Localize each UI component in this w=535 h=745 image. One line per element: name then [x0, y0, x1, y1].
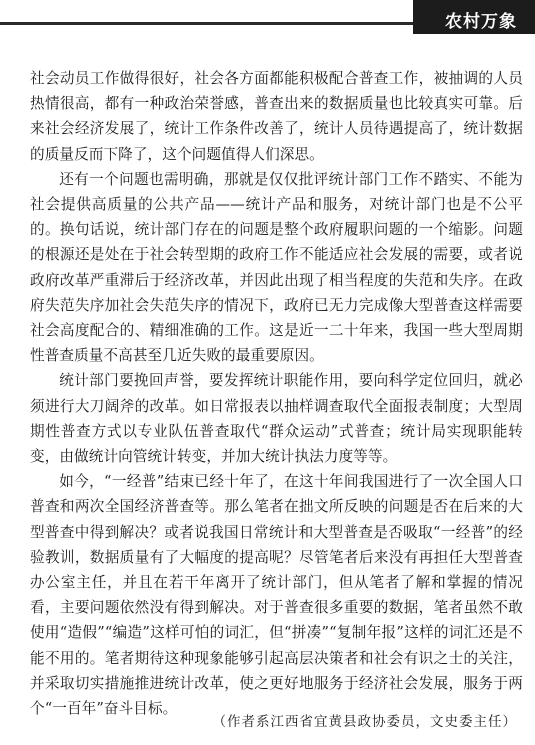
article-body — [30, 66, 523, 721]
section-title: 农村万象 — [445, 12, 517, 32]
section-header-tab — [413, 0, 535, 34]
author-byline: （作者系江西省宜黄县政协委员，文史委主任） — [212, 714, 517, 730]
article-paragraph: 社会动员工作做得很好，社会各方面都能积极配合普查工作，被抽调的人员热情很高，都有一种政治荣誉感，普查出来的数据质量也比较真实可靠。后来社会经济发展了，统计工作条件改善了，统计人员待遇提高了，统计数据的质量反而下降了，这个问题值得人们深思。 — [30, 70, 523, 163]
article-paragraph: 还有一个问题也需明确，那就是仅仅批评统计部门工作不踏实、不能为社会提供高质量的公共产品——统计产品和服务，对统计部门也是不公平的。换句话说，统计部门存在的问题是整个政府履职问题的一个缩影。问题的根源还是处在于社会转型期的政府工作不能适应社会发展的需要，或者说政府改革严重滞后于经济改革，并因此出现了相当程度的失范和失序。在政府失范失序加社会失范失序的情况下，政府已无力完成像大型普查这样需要社会高度配合的、精细准确的工作。这是近一二十年来，我国一些大型周期性普查质量不高甚至几近失败的最重要原因。 — [30, 170, 523, 365]
article-paragraph: 统计部门要挽回声誉，要发挥统计职能作用，要向科学定位回归，就必须进行大刀阔斧的改革。如日常报表以抽样调查取代全面报表制度；大型周期性普查方式以专业队伍普查取代“群众运动”式普查；统计局实现职能转变，由做统计向管统计转变，并加大统计执法力度等等。 — [30, 372, 523, 466]
article-paragraph: 如今，“一经普”结束已经十年了，在这十年间我国进行了一次全国人口普查和两次全国经济普查等。那么笔者在拙文所反映的问题是否在后来的大型普查中得到解决？或者说我国日常统计和大型普查是否吸取“一经普”的经验教训，数据质量有了大幅度的提高呢？尽管笔者后来没有再担任大型普查办公室主任，并且在若干年离开了统计部门，但从笔者了解和掌握的情况看，主要问题依然没有得到解决。对于普查很多重要的数据，笔者虽然不敢使用“造假”“编造”这样可怕的词汇，但“拼凑”“复制年报”这样的词汇还是不能不用的。笔者期待这种现象能够引起高层决策者和社会有识之士的关注，并采取切实措施推进统计改革，使之更好地服务于经济社会发展，服务于两个“一百年”奋斗目标。 — [30, 473, 523, 718]
